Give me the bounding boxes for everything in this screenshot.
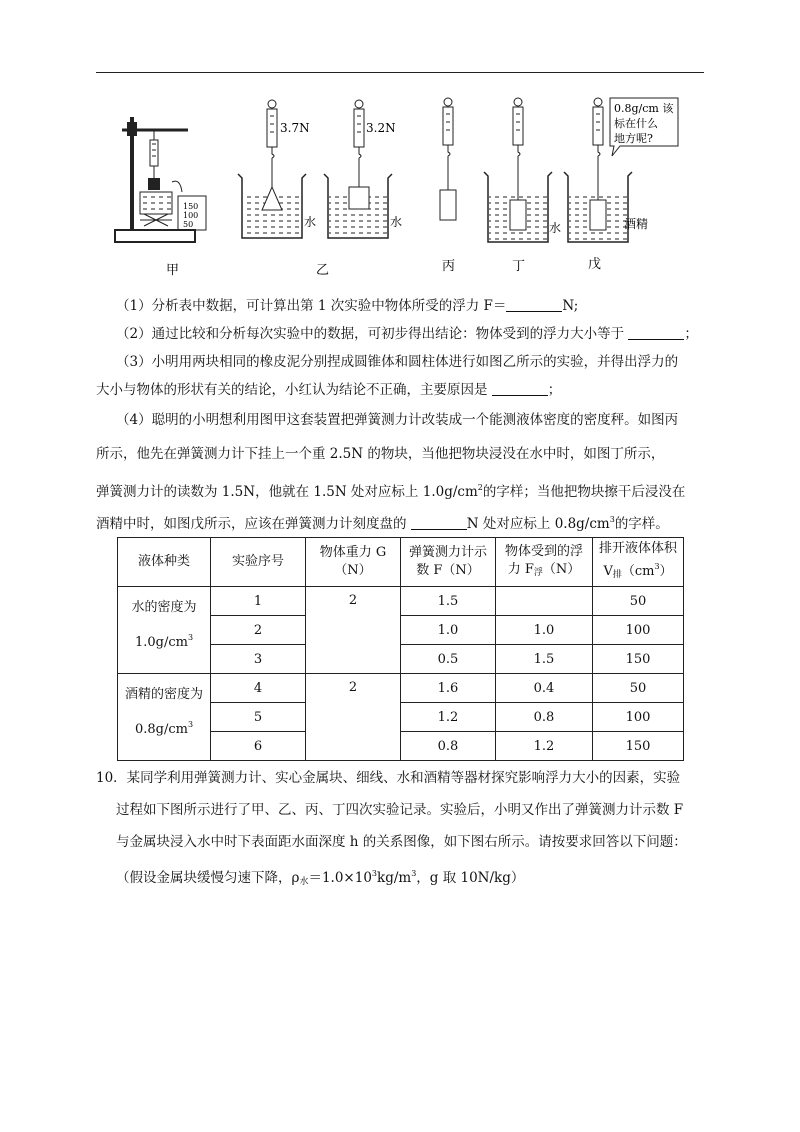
answer-blank-4[interactable]: [411, 515, 467, 530]
caption-yi: 乙: [316, 263, 330, 278]
cell-buoyancy: 0.4: [496, 674, 593, 703]
cell-liquid-water: 水的密度为 $1.0g/cm^3$: [118, 587, 211, 674]
question-4-text-3b: 的字样；当他把物块擦干后浸没在: [482, 484, 686, 500]
cell-seq: 4: [211, 674, 306, 703]
question-3-line-2: [96, 380, 686, 400]
cell-buoyancy: 0.8: [496, 703, 593, 732]
subscript-water: 水: [299, 877, 309, 887]
problem-10-text-3: 与金属块浸入水中时下表面距水面深度 h 的关系图像，如下图右所示。请按要求回答以下问题：: [116, 834, 687, 850]
cell-volume: 150: [593, 645, 684, 674]
cell-buoyancy: 1.0: [496, 616, 593, 645]
reading-yi-2: 3.2N: [366, 121, 396, 135]
cell-seq: 1: [211, 587, 306, 616]
data-table: [117, 537, 684, 761]
cell-seq: 6: [211, 732, 306, 761]
header-weight: 物体重力 G （N）: [306, 538, 401, 587]
apparatus-yi-cone: [238, 100, 316, 238]
table-row: [118, 674, 684, 703]
bubble-text-2: 标在什么: [614, 117, 658, 130]
caption-bing: 丙: [442, 259, 456, 274]
caption-wu: 戊: [588, 257, 602, 272]
cell-buoyancy: 1.5: [496, 645, 593, 674]
cell-buoyancy: 1.2: [496, 732, 593, 761]
cell-seq: 3: [211, 645, 306, 674]
label-water-yi-2: 水: [390, 215, 403, 229]
beaker-scale-50: 50: [183, 220, 194, 229]
answer-blank-2[interactable]: [628, 325, 684, 340]
label-water-yi-1: 水: [304, 215, 317, 229]
superscript-exp: 3: [371, 869, 378, 878]
question-4-text-4c: 的字样。: [614, 516, 669, 532]
question-1-unit: N;: [562, 298, 579, 314]
question-3-text-2: 大小与物体的形状有关的结论，小红认为结论不正确，主要原因是: [96, 382, 488, 398]
question-3-end: ；: [547, 382, 562, 398]
answer-blank-1[interactable]: [506, 297, 562, 312]
cell-volume: 100: [593, 703, 684, 732]
cell-reading: 0.8: [401, 732, 496, 761]
cell-weight-water: 2: [306, 587, 401, 674]
table-header-row: [118, 538, 684, 587]
beaker-scale-150: 150: [183, 202, 199, 211]
question-3-text-1: （3）小明用两块相同的橡皮泥分别捏成圆锥体和圆柱体进行如图乙所示的实验，并得出浮力的: [116, 354, 679, 370]
answer-blank-3[interactable]: [492, 381, 548, 396]
question-2: [116, 324, 706, 344]
apparatus-wu: [564, 98, 678, 242]
beaker-scale-100: 100: [183, 211, 199, 220]
cell-volume: 50: [593, 674, 684, 703]
question-4-line-1: [116, 410, 706, 430]
apparatus-bing: [440, 98, 456, 220]
question-3-line-1: [116, 352, 706, 372]
cell-reading: 0.5: [401, 645, 496, 674]
experiment-figure: [110, 92, 700, 282]
header-displaced-volume: 排开液体体积 $V_排(cm^3)$: [593, 538, 684, 587]
cell-volume: 150: [593, 732, 684, 761]
apparatus-yi-cylinder: [324, 100, 402, 238]
caption-jia: 甲: [166, 263, 180, 278]
problem-10-text-1: 10．某同学利用弹簧测力计、实心金属块、细线、水和酒精等器材探究影响浮力大小的因素，实验: [96, 770, 681, 786]
problem-10-line-2: [116, 800, 706, 820]
label-alcohol-wu: 酒精: [624, 217, 649, 231]
question-2-text: （2）通过比较和分析每次实验中的数据，可初步得出结论：物体受到的浮力大小等于: [116, 326, 625, 342]
cell-weight-alcohol: 2: [306, 674, 401, 761]
header-spring-reading: 弹簧测力计示 数 F（N）: [401, 538, 496, 587]
problem-10-text-4c: kg/m: [377, 870, 412, 886]
caption-ding: 丁: [512, 259, 526, 274]
problem-10-line-3: [116, 832, 706, 852]
apparatus-ding: [484, 98, 561, 242]
cell-volume: 50: [593, 587, 684, 616]
reading-yi-1: 3.7N: [280, 121, 310, 135]
question-4-text-1: （4）聪明的小明想利用图甲这套装置把弹簧测力计改装成一个能测液体密度的密度秤。如图丙: [116, 412, 679, 428]
problem-10-text-4d: ，g 取 10N/kg）: [416, 870, 525, 886]
superscript-2: 2: [477, 483, 483, 492]
cell-reading: 1.6: [401, 674, 496, 703]
question-4-line-2: [96, 444, 686, 464]
problem-10-text-2: 过程如下图所示进行了甲、乙、丙、丁四次实验记录。实验后，小明又作出了弹簧测力计示数 F: [116, 802, 684, 818]
question-4-line-3: [96, 478, 686, 502]
header-liquid-type: 液体种类: [118, 538, 211, 587]
superscript-3: 3: [609, 515, 615, 524]
question-2-end: ；: [684, 326, 698, 342]
problem-10-text-4b: ＝1.0×10: [308, 870, 372, 886]
question-1: [116, 296, 706, 316]
question-4-text-4b: N 处对应标上 0.8g/cm: [466, 516, 610, 532]
cell-volume: 100: [593, 616, 684, 645]
problem-10-line-1: [96, 768, 686, 788]
question-1-text: （1）分析表中数据，可计算出第 1 次实验中物体所受的浮力 F＝: [116, 298, 507, 314]
header-buoyancy: 物体受到的浮 力 $F_浮(N)$: [496, 538, 593, 587]
problem-10-line-4: [116, 864, 706, 892]
label-water-ding: 水: [549, 221, 562, 235]
question-4-text-4a: 酒精中时，如图戊所示，应该在弹簧测力计刻度盘的: [96, 516, 407, 532]
question-4-text-2: 所示，他先在弹簧测力计下挂上一个重 2.5N 的物块，当他把物块浸没在水中时，如图丁所示，: [96, 446, 665, 462]
cell-reading: 1.0: [401, 616, 496, 645]
header-rule: [96, 72, 704, 73]
apparatus-jia: [115, 117, 206, 242]
superscript-cube: 3: [411, 869, 417, 878]
header-experiment-no: 实验序号: [211, 538, 306, 587]
cell-seq: 5: [211, 703, 306, 732]
bubble-text-1: 0.8g/cm 该: [614, 102, 674, 115]
cell-reading: 1.2: [401, 703, 496, 732]
cell-liquid-alcohol: 酒精的密度为 $0.8g/cm^3$: [118, 674, 211, 761]
problem-10-text-4a: （假设金属块缓慢匀速下降，ρ: [116, 870, 300, 886]
cell-buoyancy: [496, 587, 593, 616]
question-4-line-4: [96, 510, 686, 534]
table-row: [118, 587, 684, 616]
bubble-text-3: 地方呢?: [614, 132, 653, 145]
question-4-text-3a: 弹簧测力计的读数为 1.5N，他就在 1.5N 处对应标上 1.0g/cm: [96, 484, 478, 500]
cell-seq: 2: [211, 616, 306, 645]
cell-reading: 1.5: [401, 587, 496, 616]
